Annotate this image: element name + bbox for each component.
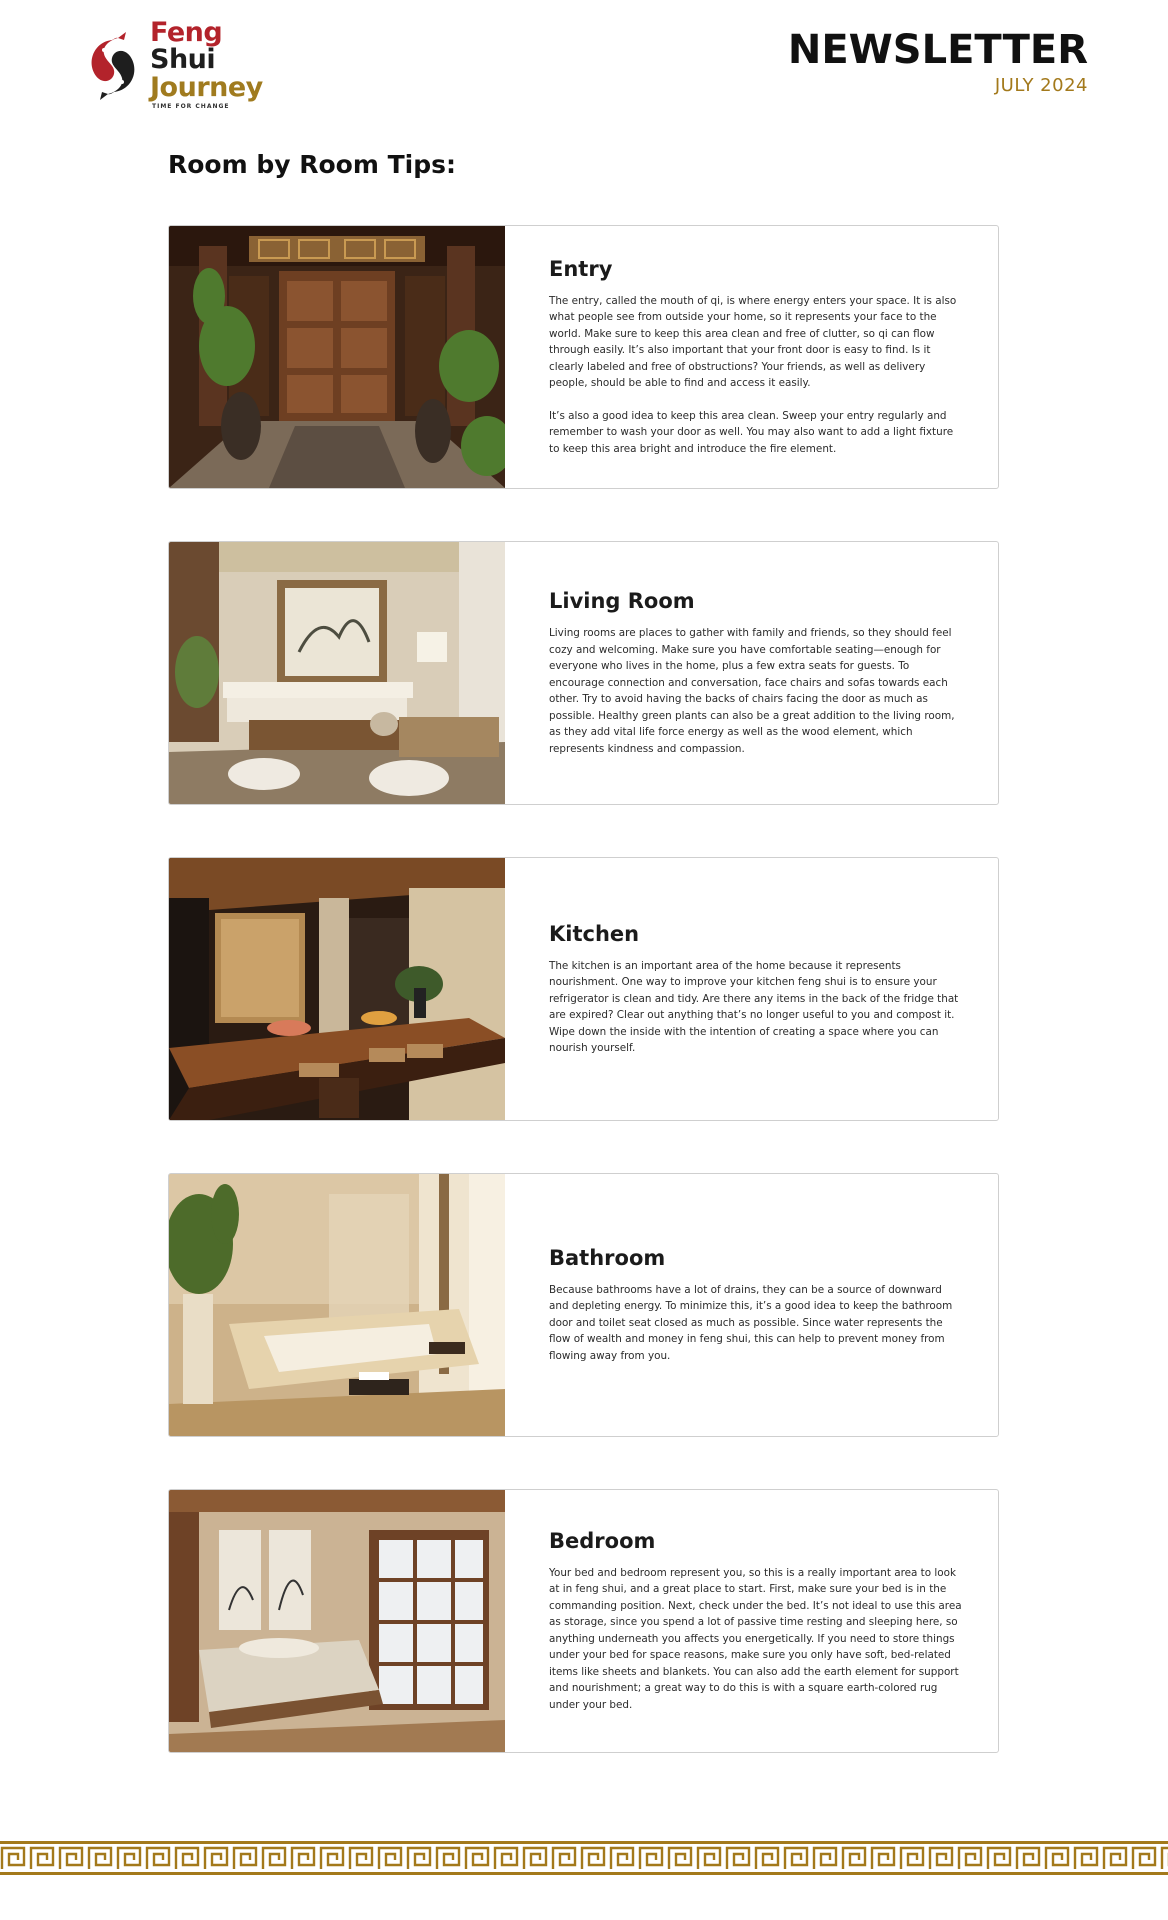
greek-key-motif — [756, 1848, 778, 1869]
room-title: Kitchen — [549, 921, 640, 946]
koi-fish-logo-icon — [82, 28, 146, 100]
greek-key-motif — [582, 1848, 604, 1869]
room-paragraph: It’s also a good idea to keep this area clean. Sweep your entry regularly and remember to wash your door as well. You may also want to add a light fixture to keep this area bright and introduce the fire element. — [549, 409, 954, 455]
room-paragraph: The entry, called the mouth of qi, is where energy enters your space. It is also what people see from outside your home, so it represents your face to the world. Make sure to keep this area clean and free of clutter, so qi can flow through easily. It’s also important that your front door is easy to find. Is it clearly labeled and free of obstructions? Your friends, as well as delivery people, should be able to find and access it easily. — [549, 294, 957, 390]
greek-key-motif — [350, 1848, 372, 1869]
room-card-bathroom — [168, 1173, 999, 1437]
brand-logo — [82, 16, 272, 110]
room-card-bedroom — [168, 1489, 999, 1753]
greek-key-motif — [785, 1848, 807, 1869]
greek-key-motif — [1104, 1848, 1126, 1869]
greek-key-motif — [2, 1848, 24, 1869]
room-title: Entry — [549, 256, 613, 281]
entry-photo — [169, 226, 505, 488]
greek-key-motif — [727, 1848, 749, 1869]
newsletter-title: NEWSLETTER — [787, 27, 1088, 73]
greek-key-motif — [1075, 1848, 1097, 1869]
room-paragraph: Living rooms are places to gather with family and friends, so they should feel cozy and welcoming. Make sure you have comfortable seating—enough for everyone who lives in the home, plus a few extra seats for guests. To encourage connection and conversation, face chairs and sofas towards each other. Try to avoid having the backs of chairs facing the door as much as possible. Healthy green plants can also be a great addition to the living room, as they add vital life force energy as well as the wood element, which represents kindness and compassion. — [549, 627, 955, 755]
room-paragraph: Because bathrooms have a lot of drains, they can be a source of downward and depleting energy. To minimize this, it’s a good idea to keep the bathroom door and toilet seat closed as much as possible. Since water represents the flow of wealth and money in feng shui, this can help to prevent money from flowing away from you. — [549, 1283, 953, 1362]
greek-key-border — [0, 1841, 1168, 1875]
greek-key-motif — [263, 1848, 285, 1869]
greek-key-motif — [988, 1848, 1010, 1869]
brand-name-shui: Shui — [150, 43, 216, 75]
greek-key-motif — [321, 1848, 343, 1869]
greek-key-motif — [553, 1848, 575, 1869]
kitchen-photo — [169, 858, 505, 1120]
greek-key-motif — [814, 1848, 836, 1869]
greek-key-motif — [495, 1848, 517, 1869]
greek-key-motif — [901, 1848, 923, 1869]
greek-key-motif — [60, 1848, 82, 1869]
newsletter-date: JULY 2024 — [994, 75, 1088, 96]
greek-key-motif — [930, 1848, 952, 1869]
room-paragraph: Your bed and bedroom represent you, so this is a really important area to look at in feng shui, and a great place to start. First, make sure your bed is in the commanding position. Next, check under the bed. It’s not ideal to use this area as storage, since you spend a lot of passive time resting and sleeping here, so anything underneath you affects you energetically. If you need to store things under your bed for space reasons, make sure you only have soft, bed-related items like sheets and blankets. You can also add the earth element for support and nourishment; a great way to do this is with a square earth-colored rug under your bed. — [549, 1566, 962, 1711]
greek-key-motif — [843, 1848, 865, 1869]
greek-key-motif — [524, 1848, 546, 1869]
greek-key-motif — [959, 1848, 981, 1869]
greek-key-motif — [1017, 1848, 1039, 1869]
greek-key-motif — [698, 1848, 720, 1869]
greek-key-motif — [176, 1848, 198, 1869]
room-paragraph: The kitchen is an important area of the home because it represents nourishment. One way to improve your kitchen feng shui is to ensure your refrigerator is clean and tidy. Are there any items in the back of the fridge that are expired? Clear out anything that’s no longer useful to you and compost it. Wipe down the inside with the intention of creating a space where you can nourish yourself. — [549, 959, 959, 1054]
section-title: Room by Room Tips: — [168, 150, 457, 179]
greek-key-motif — [292, 1848, 314, 1869]
room-card-living-room — [168, 541, 999, 805]
greek-key-motif — [147, 1848, 169, 1869]
brand-name-journey: Journey — [150, 71, 263, 103]
room-card-kitchen — [168, 857, 999, 1121]
living-room-photo — [169, 542, 505, 804]
greek-key-motif — [437, 1848, 459, 1869]
brand-tagline: TIME FOR CHANGE — [152, 102, 230, 110]
greek-key-motif — [118, 1848, 140, 1869]
greek-key-motif — [31, 1848, 53, 1869]
greek-key-motif — [1046, 1848, 1068, 1869]
room-title: Bedroom — [549, 1528, 656, 1553]
greek-key-motif — [611, 1848, 633, 1869]
bedroom-photo — [169, 1490, 505, 1752]
room-title: Living Room — [549, 589, 695, 613]
newsletter-masthead — [787, 27, 1088, 96]
room-card-entry — [168, 225, 999, 489]
greek-key-motif — [669, 1848, 691, 1869]
greek-key-motif — [379, 1848, 401, 1869]
brand-name-feng: Feng — [150, 16, 223, 48]
greek-key-motif — [89, 1848, 111, 1869]
greek-key-motif — [872, 1848, 894, 1869]
bathroom-photo — [169, 1174, 505, 1436]
greek-key-motif — [234, 1848, 256, 1869]
greek-key-motif — [466, 1848, 488, 1869]
greek-key-motif — [205, 1848, 227, 1869]
greek-key-motif — [408, 1848, 430, 1869]
greek-key-motif — [1133, 1848, 1155, 1869]
greek-key-motif — [640, 1848, 662, 1869]
greek-key-motif — [1162, 1848, 1168, 1869]
room-title: Bathroom — [549, 1245, 666, 1270]
